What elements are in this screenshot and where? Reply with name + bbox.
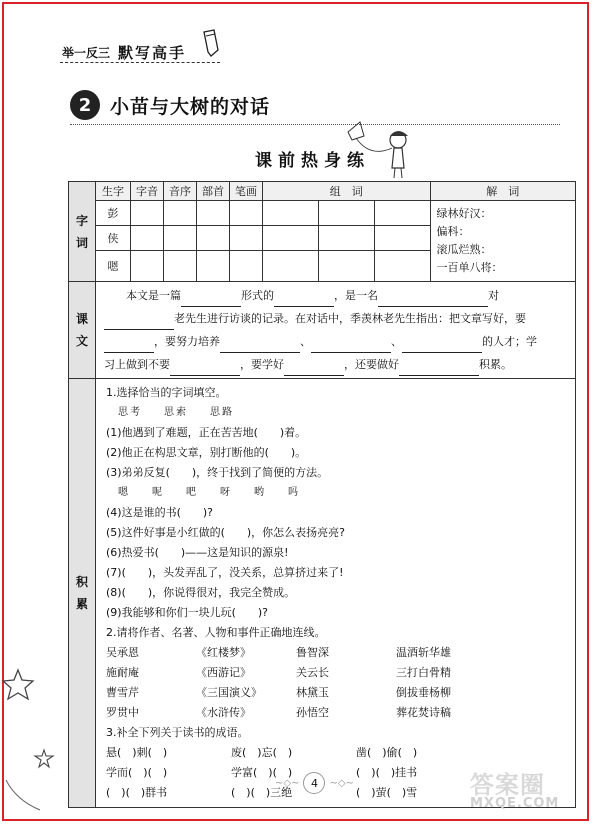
gloss-item: 一百单八将： — [436, 261, 503, 274]
gloss-item: 绿林好汉： — [436, 207, 492, 220]
blank-cell[interactable] — [263, 201, 319, 226]
matching-row: 曹雪芹 《三国演义》 林黛玉 倒拔垂杨柳 — [106, 686, 451, 699]
blank-cell[interactable] — [374, 201, 430, 226]
page-footer — [275, 772, 354, 794]
fill-blank[interactable] — [284, 361, 344, 376]
blank-cell[interactable] — [230, 251, 263, 282]
header-rule — [60, 62, 220, 63]
char-cell: 彭 — [96, 201, 131, 226]
header-bihua: 笔画 — [230, 182, 263, 201]
page-number: 4 — [303, 772, 325, 794]
idiom-row: 学而( )( ) 学富( )( ) ( )( )挂书 — [106, 766, 418, 779]
series-name: 举一反三 — [62, 46, 111, 60]
sentence-item: (9)我能够和你们一块儿玩( )? — [106, 606, 269, 619]
matching-row: 施耐庵 《西游记》 关云长 三打白骨精 — [106, 666, 451, 679]
star-decoration-icon — [0, 640, 66, 820]
sentence-item: (3)弟弟反复( )，终于找到了简便的方法。 — [106, 466, 329, 479]
kewen-paragraph: 本文是一篇 形式的 ，是一名 对 老先生进行访谈的记录。在对话中，季羡林老先生指出：把文章写好，要 ，要努力培养 、 、 的人才；学 习上做到不要 ，要学好 ，还要做好 积累。 — [96, 282, 576, 379]
gloss-item: 滚瓜烂熟： — [436, 243, 492, 256]
fill-blank[interactable] — [170, 361, 240, 376]
watermark-logo: 答案圈 — [470, 771, 545, 799]
lesson-number-badge: 2 — [70, 90, 100, 120]
sentence-item: (6)热爱书( )——这是知识的源泉! — [106, 546, 289, 559]
blank-cell[interactable] — [164, 251, 197, 282]
blank-cell[interactable] — [164, 226, 197, 251]
question-3: 3.补全下列关于读书的成语。 — [106, 726, 249, 739]
fill-blank[interactable] — [399, 361, 479, 376]
blank-cell[interactable] — [318, 226, 374, 251]
blank-cell[interactable] — [131, 226, 164, 251]
running-header — [62, 42, 186, 63]
footer-ornament-left: ~◇~ — [275, 777, 300, 789]
question-1: 1.选择恰当的字词填空。 — [106, 386, 227, 399]
sentence-item: (1)他遇到了难题，正在苦苦地( )着。 — [106, 426, 307, 439]
child-with-kite-icon — [340, 118, 420, 180]
word-options-2: 嗯 呢 吧 呀 哟 吗 — [118, 487, 300, 498]
gloss-list — [430, 201, 576, 282]
header-jieci: 解 词 — [430, 182, 576, 201]
header-shengzi: 生字 — [96, 182, 131, 201]
blank-cell[interactable] — [318, 251, 374, 282]
blank-cell[interactable] — [197, 226, 230, 251]
idiom-row: 悬( )刺( ) 废( )忘( ) 凿( )偷( ) — [106, 746, 418, 759]
idiom-row: ( )( )群书 ( )( )三绝 ( )萤( )雪 — [106, 786, 418, 799]
header-ziyin: 字音 — [131, 182, 164, 201]
blank-cell[interactable] — [374, 251, 430, 282]
section-title: 课前热身练 — [255, 151, 370, 171]
fill-blank[interactable] — [311, 338, 391, 353]
char-cell: 侠 — [96, 226, 131, 251]
blank-cell[interactable] — [197, 251, 230, 282]
header-zuci: 组 词 — [263, 182, 431, 201]
fill-blank[interactable] — [181, 292, 241, 307]
title-rule — [70, 124, 560, 125]
fill-blank[interactable] — [402, 338, 482, 353]
header-bushou: 部首 — [197, 182, 230, 201]
blank-cell[interactable] — [197, 201, 230, 226]
blank-cell[interactable] — [131, 201, 164, 226]
blank-cell[interactable] — [164, 201, 197, 226]
sentence-item: (7)( )，头发弄乱了，没关系，总算挤过来了! — [106, 566, 344, 579]
footer-ornament-right: ~◇~ — [329, 777, 354, 789]
sentence-item: (5)这件好事是小红做的( )，你怎么表扬亮亮? — [106, 526, 346, 539]
blank-cell[interactable] — [230, 201, 263, 226]
blank-cell[interactable] — [263, 251, 319, 282]
watermark-url: MXQE.COM — [470, 796, 560, 811]
sentence-item: (8)( )，你说得很对，我完全赞成。 — [106, 586, 296, 599]
worksheet-table — [68, 181, 576, 808]
side-label-jilei: 积 累 — [69, 379, 96, 808]
jilei-exercises — [96, 379, 576, 808]
char-cell: 嗯 — [96, 251, 131, 282]
lesson-heading — [70, 90, 270, 120]
word-options-1: 思考 思索 思路 — [118, 407, 234, 418]
lesson-title: 小苗与大树的对话 — [110, 95, 271, 118]
side-label-kewen: 课 文 — [69, 282, 96, 379]
fill-blank[interactable] — [378, 292, 488, 307]
fill-blank[interactable] — [274, 292, 334, 307]
fill-blank[interactable] — [220, 338, 300, 353]
side-label-ciyu: 字 词 — [69, 182, 96, 282]
question-2: 2.请将作者、名著、人物和事件正确地连线。 — [106, 626, 326, 639]
blank-cell[interactable] — [318, 201, 374, 226]
header-yinxu: 音序 — [164, 182, 197, 201]
sentence-item: (2)他正在构思文章，别打断他的( )。 — [106, 446, 307, 459]
sentence-item: (4)这是谁的书( )? — [106, 506, 214, 519]
blank-cell[interactable] — [374, 226, 430, 251]
fill-blank[interactable] — [104, 338, 154, 353]
pencil-icon — [200, 28, 222, 58]
blank-cell[interactable] — [263, 226, 319, 251]
fill-blank[interactable] — [104, 315, 174, 330]
blank-cell[interactable] — [131, 251, 164, 282]
gloss-item: 偏科： — [436, 225, 470, 238]
brand-name: 默写高手 — [118, 44, 187, 62]
blank-cell[interactable] — [230, 226, 263, 251]
matching-row: 罗贯中 《水浒传》 孙悟空 葬花焚诗稿 — [106, 706, 451, 719]
matching-row: 吴承恩 《红楼梦》 鲁智深 温酒斩华雄 — [106, 646, 451, 659]
